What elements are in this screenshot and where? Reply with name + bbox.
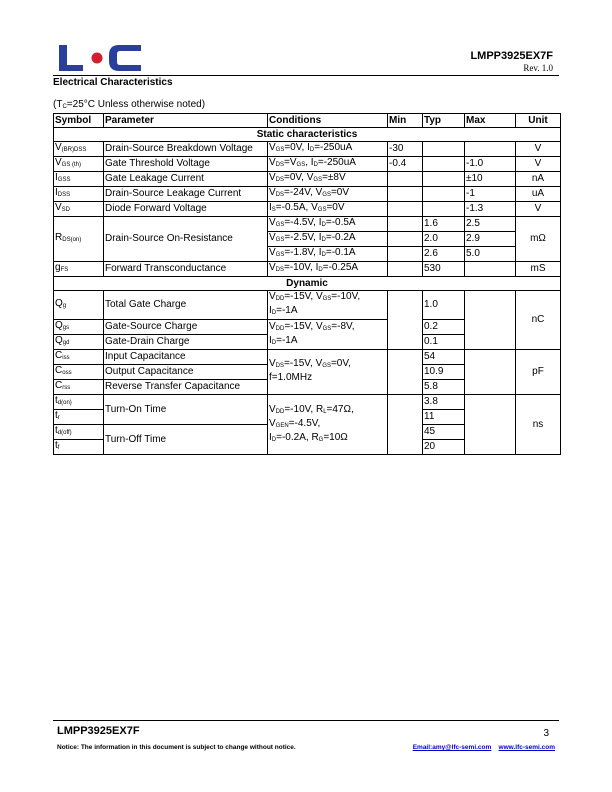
max-cell [465,291,516,350]
min-cell [388,232,423,247]
min-cell: -0.4 [388,157,423,172]
max-cell: 5.0 [465,247,516,262]
col-header-min: Min [388,114,423,128]
lfc-logo [57,43,143,73]
symbol-cell [54,425,104,440]
table-row [54,172,561,187]
symbol-text: tr [55,410,60,421]
conditions-cell: VGS=0V, ID=-250uA [268,142,388,157]
table-row [54,262,561,277]
max-cell: -1.3 [465,202,516,217]
table-row [54,142,561,157]
symbol-cell [54,217,104,262]
table-row [54,291,561,320]
parameter-cell: Drain-Source Breakdown Voltage [104,142,268,157]
symbol-text: Crss [55,380,71,391]
min-cell [388,247,423,262]
symbol-cell [54,291,104,320]
unit-cell: V [516,157,561,172]
section-heading: Dynamic [54,277,561,291]
min-cell [388,395,423,455]
footer-divider [53,720,559,721]
symbol-cell [54,202,104,217]
min-cell [388,217,423,232]
table-row [54,202,561,217]
typ-cell: 5.8 [423,380,465,395]
symbol-cell [54,380,104,395]
typ-cell: 530 [423,262,465,277]
parameter-cell: Reverse Transfer Capacitance [104,380,268,395]
min-cell [388,262,423,277]
typ-cell: 54 [423,350,465,365]
symbol-text: VGS (th) [55,157,82,168]
typ-cell [423,202,465,217]
unit-cell: nC [516,291,561,350]
conditions-cell: VGS=-4.5V, ID=-0.5A [268,217,388,232]
table-row [54,217,561,232]
header-divider [53,75,559,76]
website-link[interactable]: www.lfc-semi.com [498,744,555,751]
symbol-cell [54,365,104,380]
max-cell: ±10 [465,172,516,187]
conditions-cell: IS=-0.5A, VGS=0V [268,202,388,217]
parameter-cell: Total Gate Charge [104,291,268,320]
email-link[interactable]: Email:amy@lfc-semi.com [412,744,492,751]
conditions-cell: VDS=VGS, ID=-250uA [268,157,388,172]
table-row [54,187,561,202]
test-condition-note: (TC=25°C Unless otherwise noted) [53,99,206,110]
section-heading: Static characteristics [54,128,561,142]
conditions-cell: VDD=-15V, VGS=-10V, ID=-1A [268,291,388,320]
col-header-typ: Typ [423,114,465,128]
header-part-number: LMPP3925EX7F [470,50,553,62]
section-row-dynamic [54,277,561,291]
table-row [54,350,561,365]
unit-cell: V [516,202,561,217]
max-cell [465,142,516,157]
symbol-text: Qg [55,298,67,309]
logo-letter-l [59,45,83,71]
symbol-cell [54,157,104,172]
min-cell [388,202,423,217]
symbol-text: IDSS [55,187,71,198]
symbol-text: Ciss [55,350,70,361]
electrical-characteristics-table [53,113,561,455]
conditions-cell: VDS=-10V, ID=-0.25A [268,262,388,277]
unit-cell: ns [516,395,561,455]
conditions-cell: VDS=0V, VGS=±8V [268,172,388,187]
typ-cell: 2.0 [423,232,465,247]
max-cell: -1.0 [465,157,516,172]
symbol-text: V(BR)DSS [55,142,87,153]
symbol-cell [54,142,104,157]
symbol-text: td(off) [55,425,72,436]
min-cell [388,172,423,187]
parameter-cell: Gate-Drain Charge [104,335,268,350]
symbol-cell [54,440,104,455]
symbol-text: tf [55,440,60,451]
unit-cell: mS [516,262,561,277]
typ-cell: 3.8 [423,395,465,410]
symbol-text: VSD [55,202,71,213]
symbol-text: RDS(on) [55,232,82,243]
symbol-text: gFS [55,262,69,273]
conditions-cell: VDD=-10V, RL=47Ω, VGEN=-4.5V, ID=-0.2A, RG=10Ω [268,395,388,455]
symbol-text: Qgs [55,320,70,331]
symbol-cell [54,172,104,187]
conditions-cell: VGS=-2.5V, ID=-0.2A [268,232,388,247]
footer-links [413,744,555,751]
symbol-text: Coss [55,365,72,376]
typ-cell: 2.6 [423,247,465,262]
typ-cell: 10.9 [423,365,465,380]
max-cell [465,262,516,277]
min-cell: -30 [388,142,423,157]
table-row [54,157,561,172]
logo-letter-c [109,45,141,71]
parameter-cell: Gate Threshold Voltage [104,157,268,172]
typ-cell [423,172,465,187]
min-cell [388,350,423,395]
col-header-conditions: Conditions [268,114,388,128]
typ-cell: 0.2 [423,320,465,335]
symbol-cell [54,187,104,202]
symbol-text: td(on) [55,395,72,406]
col-header-parameter: Parameter [104,114,268,128]
symbol-cell [54,335,104,350]
table-row [54,395,561,410]
typ-cell: 11 [423,410,465,425]
conditions-cell: VDD=-15V, VGS=-8V, ID=-1A [268,320,388,350]
col-header-symbol: Symbol [54,114,104,128]
max-cell: 2.5 [465,217,516,232]
max-cell [465,350,516,395]
symbol-cell [54,410,104,425]
parameter-cell: Turn-On Time [104,395,268,425]
parameter-cell: Output Capacitance [104,365,268,380]
typ-cell: 0.1 [423,335,465,350]
symbol-text: IGSS [55,172,71,183]
parameter-cell: Drain-Source On-Resistance [104,217,268,262]
table-header-row [54,114,561,128]
col-header-max: Max [465,114,516,128]
symbol-cell [54,262,104,277]
conditions-cell: VDS=-15V, VGS=0V, f=1.0MHz [268,350,388,395]
section-row-static [54,128,561,142]
parameter-cell: Diode Forward Voltage [104,202,268,217]
page-number: 3 [543,728,549,739]
conditions-cell: VGS=-1.8V, ID=-0.1A [268,247,388,262]
unit-cell: mΩ [516,217,561,262]
parameter-cell: Input Capacitance [104,350,268,365]
section-title: Electrical Characteristics [53,77,173,88]
typ-cell: 1.0 [423,291,465,320]
footer-notice: Notice: The information in this document is subject to change without notice. [57,744,296,751]
max-cell: -1 [465,187,516,202]
typ-cell: 45 [423,425,465,440]
typ-cell [423,157,465,172]
col-header-unit: Unit [516,114,561,128]
typ-cell [423,142,465,157]
symbol-text: Qgd [55,335,70,346]
header-revision: Rev. 1.0 [523,63,553,73]
unit-cell: nA [516,172,561,187]
parameter-cell: Gate-Source Charge [104,320,268,335]
typ-cell [423,187,465,202]
unit-cell: uA [516,187,561,202]
logo-red-dot [92,53,103,64]
max-cell [465,395,516,455]
symbol-cell [54,395,104,410]
conditions-cell: VDS=-24V, VGS=0V [268,187,388,202]
footer-part-number: LMPP3925EX7F [57,725,140,737]
typ-cell: 20 [423,440,465,455]
parameter-cell: Turn-Off Time [104,425,268,455]
parameter-cell: Gate Leakage Current [104,172,268,187]
unit-cell: pF [516,350,561,395]
symbol-cell [54,320,104,335]
parameter-cell: Forward Transconductance [104,262,268,277]
unit-cell: V [516,142,561,157]
parameter-cell: Drain-Source Leakage Current [104,187,268,202]
min-cell [388,187,423,202]
min-cell [388,291,423,350]
symbol-cell [54,350,104,365]
typ-cell: 1.6 [423,217,465,232]
max-cell: 2.9 [465,232,516,247]
